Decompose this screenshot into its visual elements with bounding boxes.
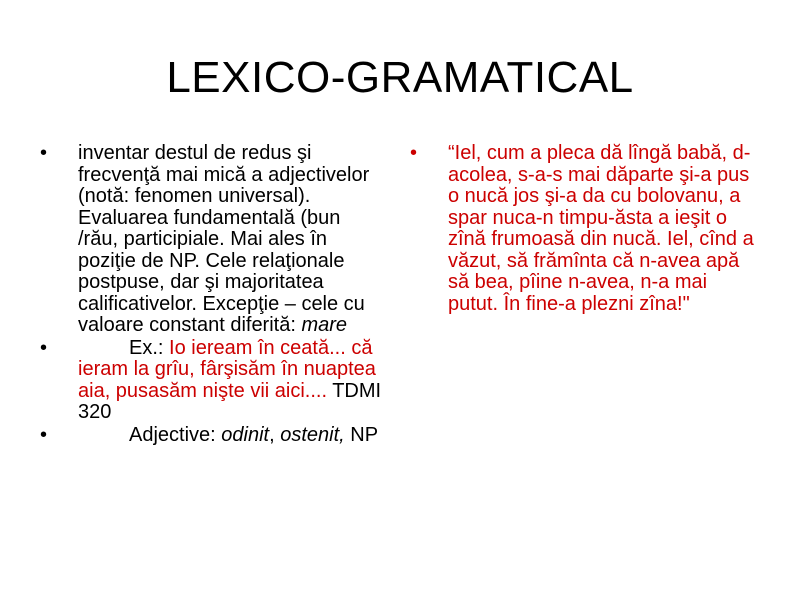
- dialect-quote-text: “Iel, cum a pleca dă lîngă babă, d-acolea, s-a-s mai dăparte şi-a pus o nucă jos şi-a da cu bolovanu, a spar nuca-n timpu-ăsta a ieşit o zînă frumoasă din nucă. Iel, cînd a văzut, să frămînta că n-avea apă să bea, pîine n-avea, n-a mai putut. În fine-a plezni zîna!": [448, 142, 754, 315]
- example-source: TDMI 320: [78, 379, 382, 423]
- bullet-item-quote: [410, 143, 762, 315]
- example-quote: Io ieream în ceată... că ieram la grîu, fârşisăm în nuaptea aia, pusasăm nişte vii aici....: [78, 336, 376, 402]
- bullet-dot-icon: •: [40, 423, 48, 446]
- inventory-text: inventar destul de redus şi frecvenţă mai mică a adjectivelor (notă: fenomen universal). Evaluarea fundamentală (bun /rău, participiale. Mai ales în poziţie de NP. Cele relaţionale postpuse, dar şi majoritatea calificativelor. Excepţie – cele cu valoare constant diferită:: [78, 142, 370, 336]
- left-bullet-list: [40, 143, 382, 447]
- slide-title: LEXICO-GRAMATICAL: [166, 53, 634, 102]
- bullet-dot-icon: •: [410, 142, 418, 164]
- adjectives-prefix: Adjective:: [129, 423, 222, 446]
- example-prefix: Ex.:: [129, 336, 170, 359]
- adjective-odinit: odinit: [221, 423, 270, 446]
- right-bullet-list: [410, 143, 762, 316]
- bullet-item-example: [40, 338, 382, 424]
- bullet-dot-icon: •: [40, 142, 48, 164]
- adjectives-suffix: NP: [344, 423, 379, 446]
- adjective-ostenit: ostenit,: [280, 423, 345, 446]
- bullet-item-inventory: [40, 143, 382, 337]
- bullet-item-adjectives: [40, 425, 382, 447]
- adjective-separator: ,: [269, 423, 281, 446]
- emphasis-word-mare: mare: [301, 314, 348, 336]
- bullet-dot-icon: •: [40, 336, 48, 359]
